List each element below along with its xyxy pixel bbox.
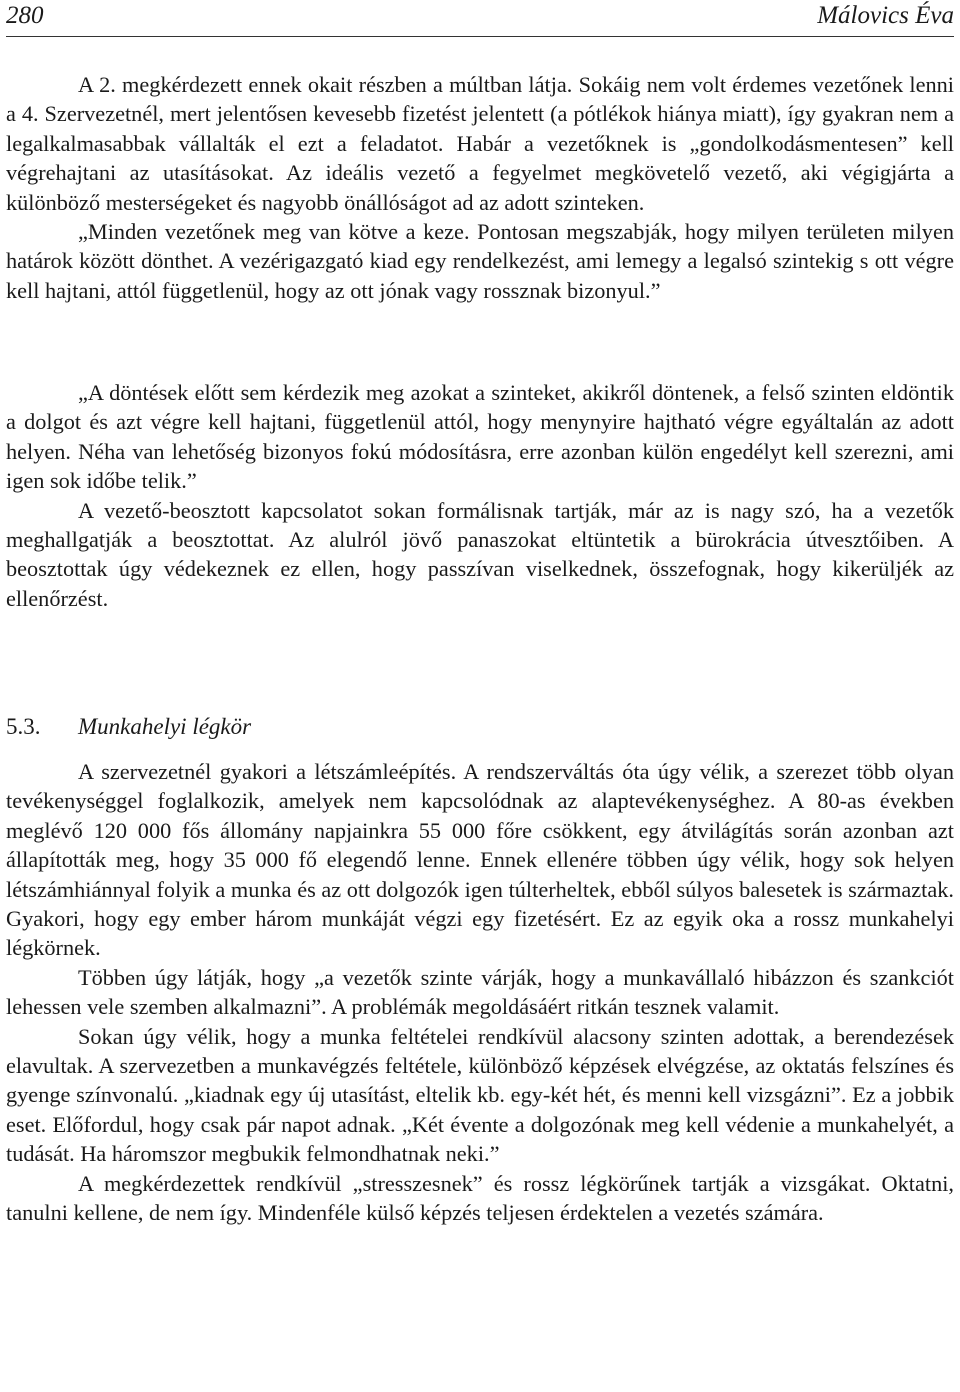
header-rule xyxy=(6,36,954,37)
quote-paragraph: „Minden vezetőnek meg van kötve a keze. Pontosan megszabják, hogy milyen területen milyen határok között dönthet. A vezérigazgató kiad egy rendelkezést, ami lemegy a legalsó szintekig s ott végre kell hajtani, attól függetlenül, hogy az ott jónak vagy rossznak bizonyul.” xyxy=(6,219,954,303)
section-number: 5.3. xyxy=(6,714,41,739)
body-text-middle xyxy=(6,378,954,613)
paragraph: Sokan úgy vélik, hogy a munka feltételei rendkívül alacsony szinten adottak, a berendezések elavultak. A szervezetben a munkavégzés feltétele, különböző képzések elvégzése, az oktatás felszínes és gyenge színvonalú. „kiadnak egy új utasítást, eltelik kb. egy-két hét, és menni kell vizsgázni”. Ez a jobbik eset. Előfordul, hogy csak pár napot adnak. „Két évente a dolgozónak meg kell védenie a munkahelyét, a tudását. Ha háromszor megbukik felmondhatnak neki.” xyxy=(6,1023,954,1167)
quote-paragraph: „A döntések előtt sem kérdezik meg azokat a szinteket, akikről döntenek, a felső szinten eldöntik a dolgot és azt végre kell hajtani, függetlenül attól, hogy menynyire hajtható végre egyáltalán az adott helyen. Néha van lehetőség bizonyos fokú módosításra, erre azonban külön engedélyt kell szerezni, ami igen sok időbe telik.” xyxy=(6,380,954,494)
running-head-author: Málovics Éva xyxy=(817,2,954,29)
page-header xyxy=(6,0,954,36)
section-heading xyxy=(6,712,251,742)
paragraph: A megkérdezettek rendkívül „stresszesnek” és rossz légkörűnek tartják a vizsgákat. Oktatni, tanulni kellene, de nem így. Mindenféle külső képzés teljesen érdektelen a vezetés számára. xyxy=(6,1170,954,1226)
body-text-top xyxy=(6,70,954,305)
paragraph: A vezető-beosztott kapcsolatot sokan formálisnak tartják, már az is nagy szó, ha a vezetők meghallgatják a beosztottat. Az alulról jövő panaszokat eltüntetik a bürokrácia útvesztőiben. A beosztottak úgy védekeznek ez ellen, hogy passzívan viselkednek, összefognak, hogy kikerüljék az ellenőrzést. xyxy=(6,497,954,611)
paragraph: A szervezetnél gyakori a létszámleépítés. A rendszerváltás óta úgy vélik, a szerezet több olyan tevékenységgel foglalkozik, amelyek nem kapcsolódnak az alaptevékenységhez. A 80-as években meglévő 120 000 fős állomány napjainkra 55 000 főre csökkent, egy átvilágítás során azonban azt állapították meg, hogy 35 000 fő elegendő lenne. Ennek ellenére többen úgy vélik, hogy sok helyen létszámhiánnyal folyik a munka és az ott dolgozók igen túlterheltek, ebből súlyos balesetek is származtak. Gyakori, hogy egy ember három munkáját végzi egy fizetésért. Ez az egyik oka a rossz munkahelyi légkörnek. xyxy=(6,759,954,961)
paragraph: A 2. megkérdezett ennek okait részben a múltban látja. Sokáig nem volt érdemes vezetőnek lenni a 4. Szervezetnél, mert jelentősen kevesebb fizetést jelentett (a pótlékok hiánya miatt), így gyakran nem a legalkalmasabbak vállalták el ezt a feladatot. Habár a vezetőknek is „gondolkodásmentesen” kell végrehajtani az utasításokat. Az ideális vezető a fegyelmet megkövetelő vezető, aki végigjárta a különböző mesterségeket és nagyobb önállóságot ad az adott szinteken. xyxy=(6,72,954,215)
body-text-section xyxy=(6,757,954,1228)
page-number: 280 xyxy=(6,2,44,29)
paragraph: Többen úgy látják, hogy „a vezetők szinte várják, hogy a munkavállaló hibázzon és szankciót lehessen vele szemben alkalmazni”. A problémák megoldásáért ritkán tesznek valamit. xyxy=(6,964,954,1020)
section-title: Munkahelyi légkör xyxy=(78,714,252,739)
